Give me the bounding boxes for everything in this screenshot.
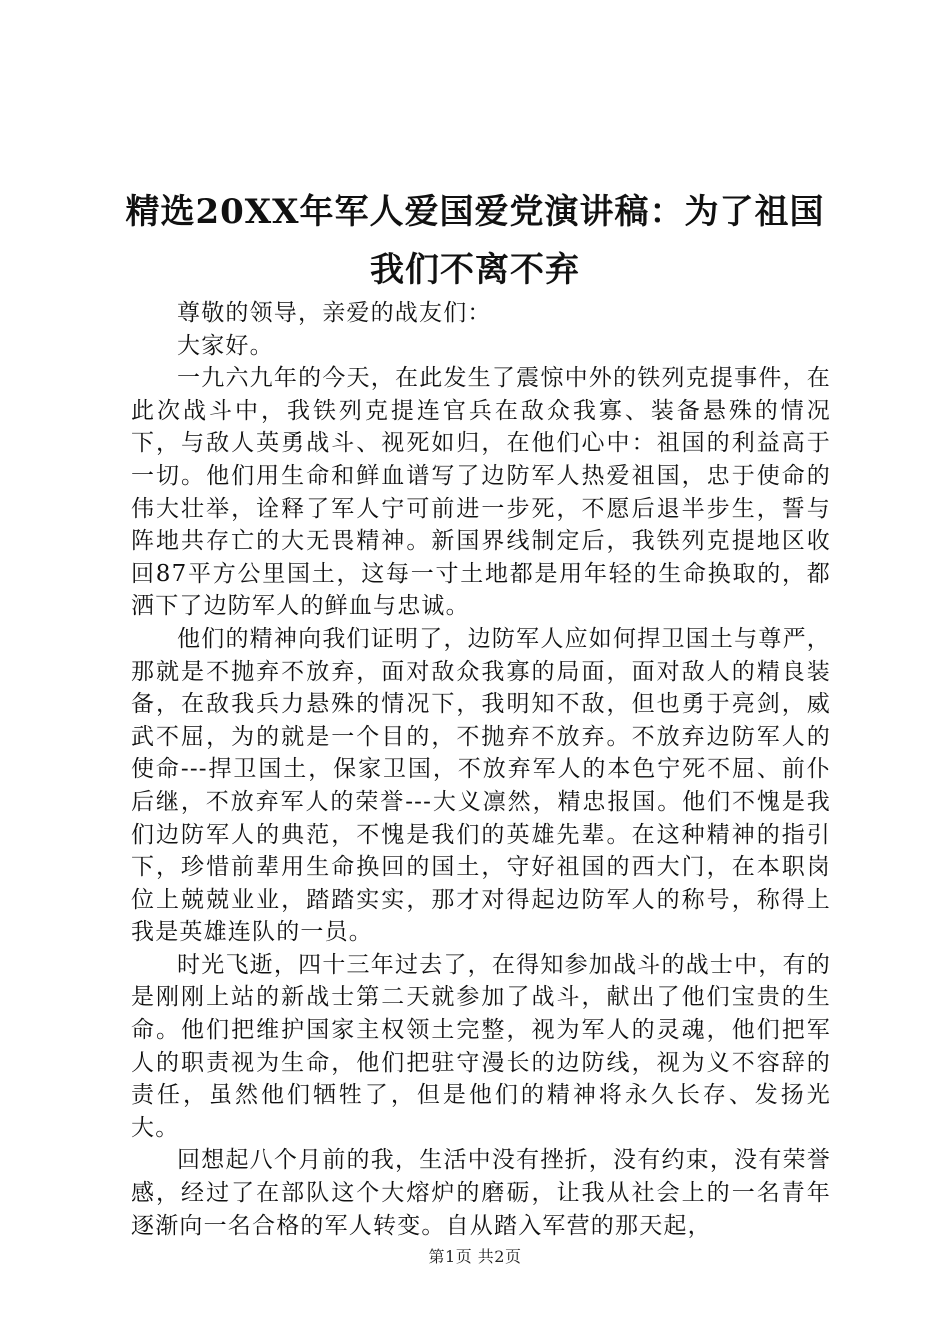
document-body: [131, 297, 831, 1242]
document-title: 精选20XX年军人爱国爱党演讲稿：为了祖国我们不离不弃: [125, 192, 825, 290]
body-paragraph: 他们的精神向我们证明了，边防军人应如何捍卫国土与尊严，那就是不抛弃不放弃，面对敌众我寡的局面，面对敌人的精良装备，在敌我兵力悬殊的情况下，我明知不敌，但也勇于亮剑，威武不屈，为的就是一个目的，不抛弃不放弃。不放弃边防军人的使命---捍卫国土，保家卫国，不放弃军人的本色宁死不屈、前仆后继，不放弃军人的荣誉---大义凛然，精忠报国。他们不愧是我们边防军人的典范，不愧是我们的英雄先辈。在这种精神的指引下，珍惜前辈用生命换回的国土，守好祖国的西大门，在本职岗位上兢兢业业，踏踏实实，那才对得起边防军人的称号，称得上我是英雄连队的一员。: [131, 625, 831, 946]
page-number-footer: 第1页 共2页: [428, 1247, 522, 1266]
greeting: 大家好。: [177, 332, 274, 359]
body-paragraph: 一九六九年的今天，在此发生了震惊中外的铁列克提事件，在此次战斗中，我铁列克提连官兵在敌众我寡、装备悬殊的情况下，与敌人英勇战斗、视死如归，在他们心中：祖国的利益高于一切。他们用生命和鲜血谱写了边防军人热爱祖国，忠于使命的伟大壮举，诠释了军人宁可前进一步死，不愿后退半步生，誓与阵地共存亡的大无畏精神。新国界线制定后，我铁列克提地区收回87平方公里国土，这每一寸土地都是用年轻的生命换取的，都洒下了边防军人的鲜血与忠诚。: [131, 365, 831, 620]
salutation: 尊敬的领导，亲爱的战友们：: [177, 300, 492, 326]
body-paragraph: 回想起八个月前的我，生活中没有挫折，没有约束，没有荣誉感，经过了在部队这个大熔炉的磨砺，让我从社会上的一名青年逐渐向一名合格的军人转变。自从踏入军营的那天起，: [131, 1147, 831, 1239]
body-paragraph: 时光飞逝，四十三年过去了，在得知参加战斗的战士中，有的是刚刚上站的新战士第二天就参加了战斗，献出了他们宝贵的生命。他们把维护国家主权领土完整，视为军人的灵魂，他们把军人的职责视为生命，他们把驻守漫长的边防线，视为义不容辞的责任，虽然他们牺牲了，但是他们的精神将永久长存、发扬光大。: [131, 951, 831, 1141]
